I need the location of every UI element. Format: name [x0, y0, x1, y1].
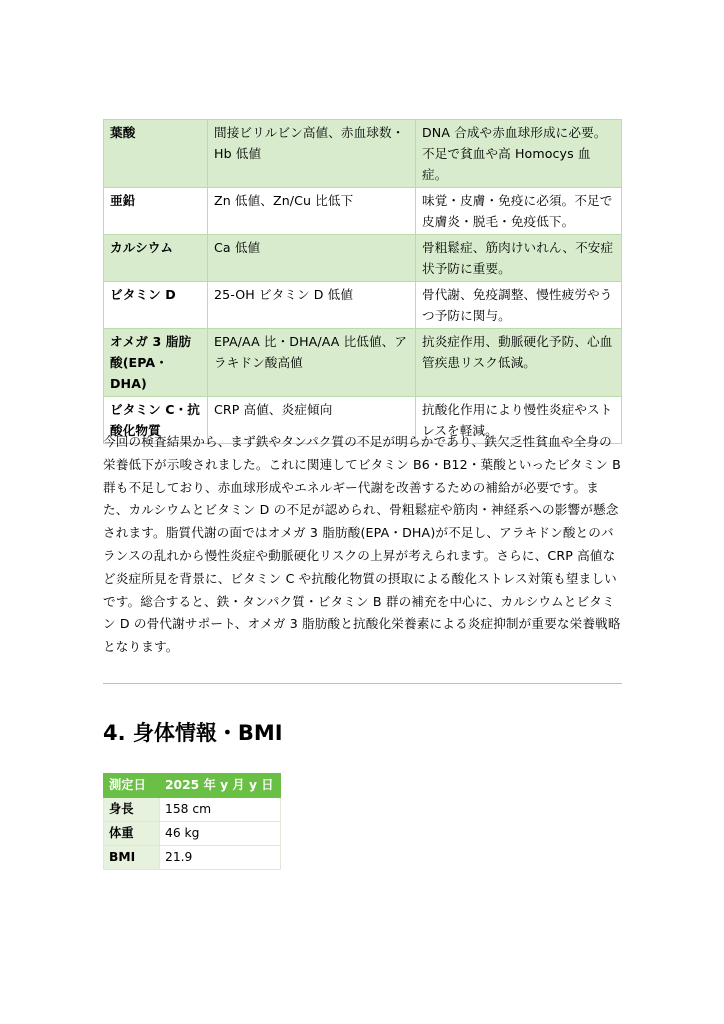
date-value: 2025 年 y 月 y 日: [160, 774, 281, 798]
table-row: [104, 188, 622, 235]
table-header-row: [104, 774, 281, 798]
table-row: [104, 846, 281, 870]
nutrient-note: 抗酸化作用により慢性炎症やストレスを軽減。: [416, 397, 622, 444]
nutrient-name: ビタミン D: [104, 282, 208, 329]
nutrient-table: [103, 119, 622, 444]
weight-label: 体重: [104, 822, 160, 846]
nutrient-name: オメガ 3 脂肪酸(EPA・DHA): [104, 329, 208, 397]
nutrient-finding: CRP 高値、炎症傾向: [208, 397, 416, 444]
nutrient-note: 骨粗鬆症、筋肉けいれん、不安症状予防に重要。: [416, 235, 622, 282]
table-row: [104, 329, 622, 397]
table-row: [104, 282, 622, 329]
table-row: [104, 798, 281, 822]
bmi-label: BMI: [104, 846, 160, 870]
body-info-table: [103, 773, 281, 870]
nutrient-name: ビタミン C・抗酸化物質: [104, 397, 208, 444]
summary-paragraph: 今回の検査結果から、まず鉄やタンパク質の不足が明らかであり、鉄欠乏性貧血や全身の栄養低下が示唆されました。これに関連してビタミン B6・B12・葉酸といったビタミン B 群も不足しており、赤血球形成やエネルギー代謝を改善するための補給が必要です。また、カルシウムとビタミン D の不足が認められ、骨粗鬆症や筋肉・神経系への影響が懸念されます。脂質代謝の面ではオメガ 3 脂肪酸(EPA・DHA)が不足し、アラキドン酸とのバランスの乱れから慢性炎症や動脈硬化リスクの上昇が考えられます。さらに、CRP 高値など炎症所見を背景に、ビタミン C や抗酸化物質の摂取による酸化ストレス対策も望ましいです。総合すると、鉄・タンパク質・ビタミン B 群の補充を中心に、カルシウムとビタミン D の骨代謝サポート、オメガ 3 脂肪酸と抗酸化栄養素による炎症抑制が重要な栄養戦略となります。: [103, 434, 621, 655]
table-row: [104, 822, 281, 846]
height-value: 158 cm: [160, 798, 281, 822]
nutrient-name: 葉酸: [104, 120, 208, 188]
section-heading: 4. 身体情報・BMI: [103, 721, 283, 745]
nutrient-finding: 25-OH ビタミン D 低値: [208, 282, 416, 329]
nutrient-finding: Ca 低値: [208, 235, 416, 282]
nutrient-note: 骨代謝、免疫調整、慢性疲労やうつ予防に関与。: [416, 282, 622, 329]
bmi-value: 21.9: [160, 846, 281, 870]
nutrient-note: 抗炎症作用、動脈硬化予防、心血管疾患リスク低減。: [416, 329, 622, 397]
table-row: [104, 120, 622, 188]
nutrient-finding: EPA/AA 比・DHA/AA 比低値、アラキドン酸高値: [208, 329, 416, 397]
weight-value: 46 kg: [160, 822, 281, 846]
table-row: [104, 235, 622, 282]
height-label: 身長: [104, 798, 160, 822]
nutrient-name: カルシウム: [104, 235, 208, 282]
nutrient-finding: Zn 低値、Zn/Cu 比低下: [208, 188, 416, 235]
section-divider: [103, 683, 622, 684]
nutrient-finding: 間接ビリルビン高値、赤血球数・Hb 低値: [208, 120, 416, 188]
nutrient-name: 亜鉛: [104, 188, 208, 235]
date-label: 測定日: [104, 774, 160, 798]
nutrient-note: DNA 合成や赤血球形成に必要。不足で貧血や高 Homocys 血症。: [416, 120, 622, 188]
nutrient-note: 味覚・皮膚・免疫に必須。不足で皮膚炎・脱毛・免疫低下。: [416, 188, 622, 235]
